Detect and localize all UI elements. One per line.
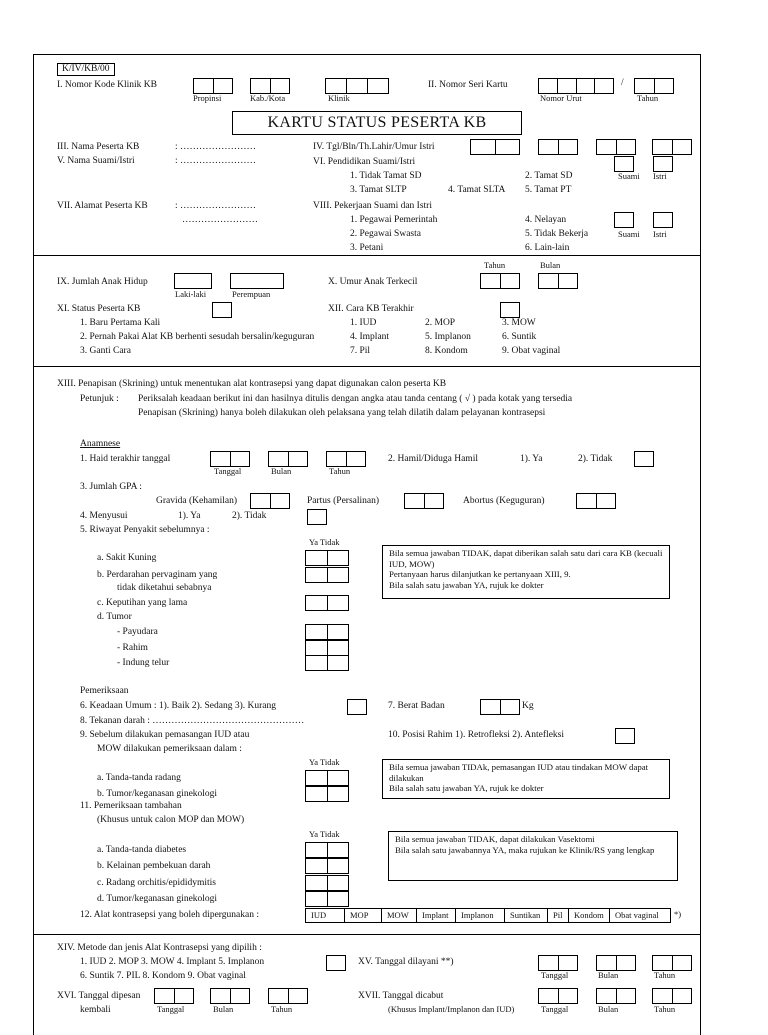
pend-suami-label: Suami bbox=[618, 171, 640, 181]
q5d-label: d. Tumor bbox=[97, 612, 132, 622]
q5a-yt[interactable] bbox=[305, 550, 349, 566]
q5d2-label: - Rahim bbox=[117, 643, 148, 653]
umur-anak-bulan-label: Bulan bbox=[540, 260, 561, 270]
metode-label: XIV. Metode dan jenis Alat Kontrasepsi yang dipilih : bbox=[57, 943, 262, 953]
umur-anak-tahun-label: Tahun bbox=[484, 260, 506, 270]
metode-opts-1: 1. IUD 2. MOP 3. MOW 4. Implant 5. Implanon bbox=[80, 957, 265, 967]
note3-a: Bila semua jawaban TIDAK, dapat dilakukan Vasektomi bbox=[395, 834, 595, 844]
propinsi-label: Propinsi bbox=[193, 93, 222, 103]
status-peserta-label: XI. Status Peserta KB bbox=[57, 304, 141, 314]
nama-peserta-label: III. Nama Peserta KB bbox=[57, 142, 140, 152]
cara-opt-6: 6. Suntik bbox=[502, 332, 537, 342]
note3-b: Bila salah satu jawabannya YA, maka rujukan ke Klinik/RS yang lengkap bbox=[395, 844, 655, 855]
q11a-yt[interactable] bbox=[305, 842, 349, 858]
note1-c: Bila salah satu jawaban YA, rujuk ke dokter bbox=[389, 579, 544, 590]
status-peserta-box[interactable] bbox=[212, 302, 232, 318]
dipesan-bulan-label: Bulan bbox=[213, 1004, 234, 1014]
q11d-label: d. Tumor/keganasan ginekologi bbox=[97, 894, 218, 904]
divider-3 bbox=[33, 934, 701, 935]
alat-implant[interactable]: Implant bbox=[417, 909, 456, 922]
q11a-label: a. Tanda-tanda diabetes bbox=[97, 845, 187, 855]
q5b-label: b. Perdarahan pervaginam yang bbox=[97, 570, 218, 580]
umur-anak-tahun-boxes[interactable] bbox=[480, 273, 520, 289]
bln-lahir-boxes[interactable] bbox=[538, 139, 578, 155]
keadaan-umum-label: 6. Keadaan Umum : 1). Baik 2). Sedang 3). Kurang bbox=[80, 701, 277, 711]
ya-tidak-header-2: Ya Tidak bbox=[309, 757, 340, 767]
dicabut-bulan-label: Bulan bbox=[598, 1004, 619, 1014]
propinsi-boxes[interactable] bbox=[193, 78, 233, 94]
alamat-field[interactable]: : …………………… bbox=[175, 201, 257, 211]
q9-label: 9. Sebelum dilakukan pemasangan IUD atau bbox=[80, 730, 250, 740]
q11-label-2: (Khusus untuk calon MOP dan MOW) bbox=[97, 815, 245, 825]
q9b-yt[interactable] bbox=[305, 786, 349, 802]
note-iud bbox=[382, 759, 670, 799]
klinik-code-label: I. Nomor Kode Klinik KB bbox=[57, 80, 158, 90]
divider-2 bbox=[33, 366, 701, 367]
th-lahir-boxes[interactable] bbox=[596, 139, 636, 155]
alamat-label: VII. Alamat Peserta KB bbox=[57, 201, 148, 211]
nama-suami-field[interactable]: : …………………… bbox=[175, 156, 257, 166]
metode-opts-2: 6. Suntik 7. PIL 8. Kondom 9. Obat vaginal bbox=[80, 971, 246, 981]
q9a-label: a. Tanda-tanda radang bbox=[97, 773, 181, 783]
tanggal-dipesan-label-2: kembali bbox=[80, 1005, 111, 1015]
dilayani-tanggal-label: Tanggal bbox=[541, 970, 569, 980]
dipesan-tanggal-label: Tanggal bbox=[157, 1004, 185, 1014]
menyusui-tidak: 2). Tidak bbox=[232, 511, 267, 521]
dilayani-tahun-label: Tahun bbox=[654, 970, 676, 980]
abortus-label: Abortus (Keguguran) bbox=[463, 496, 545, 506]
pendidikan-suami-box[interactable] bbox=[614, 156, 634, 172]
petunjuk-label: Petunjuk : bbox=[80, 394, 119, 404]
cara-kb-label: XII. Cara KB Terakhir bbox=[328, 304, 414, 314]
cara-opt-1: 1. IUD bbox=[350, 318, 377, 328]
menyusui-ya: 1). Ya bbox=[178, 511, 201, 521]
haid-tanggal-label: Tanggal bbox=[214, 466, 242, 476]
kerja-opt-3: 3. Petani bbox=[350, 243, 384, 253]
haid-tahun-label: Tahun bbox=[329, 466, 351, 476]
alat-suntikan[interactable]: Suntikan bbox=[505, 909, 548, 922]
q5d2-yt[interactable] bbox=[305, 640, 349, 656]
gravida-boxes[interactable] bbox=[250, 493, 290, 509]
dilayani-bulan-label: Bulan bbox=[598, 970, 619, 980]
pend-opt-5: 5. Tamat PT bbox=[525, 185, 572, 195]
dicabut-tanggal-boxes[interactable] bbox=[538, 988, 578, 1004]
cara-opt-8: 8. Kondom bbox=[425, 346, 468, 356]
dicabut-tahun-label: Tahun bbox=[654, 1004, 676, 1014]
dilayani-tahun-boxes[interactable] bbox=[652, 955, 692, 971]
menyusui-label: 4. Menyusui bbox=[80, 511, 128, 521]
q5a-label: a. Sakit Kuning bbox=[97, 553, 157, 563]
pendidikan-label: VI. Pendidikan Suami/Istri bbox=[313, 157, 416, 167]
seri-kartu-label: II. Nomor Seri Kartu bbox=[428, 80, 508, 90]
petunjuk-1: Periksalah keadaan berikut ini dan hasilnya ditulis dengan angka atau tanda centang ( √ ) pada kotak yang tersedia bbox=[138, 394, 573, 404]
klinik-label: Klinik bbox=[328, 93, 350, 103]
pemeriksaan-heading: Pemeriksaan bbox=[80, 686, 129, 696]
ya-tidak-header-1: Ya Tidak bbox=[309, 537, 340, 547]
tahun-seri-boxes[interactable] bbox=[634, 78, 674, 94]
haid-label: 1. Haid terakhir tanggal bbox=[80, 454, 171, 464]
penapisan-heading: XIII. Penapisan (Skrining) untuk menentukan alat kontrasepsi yang dapat digunakan calon peserta KB bbox=[57, 379, 447, 389]
note-riwayat bbox=[382, 545, 670, 599]
q5d3-label: - Indung telur bbox=[117, 658, 170, 668]
divider-1 bbox=[33, 255, 701, 256]
dicabut-tanggal-label: Tanggal bbox=[541, 1004, 569, 1014]
kerja-opt-5: 5. Tidak Bekerja bbox=[525, 229, 589, 239]
tanggal-dilayani-label: XV. Tanggal dilayani **) bbox=[358, 957, 454, 967]
ya-tidak-header-3: Ya Tidak bbox=[309, 829, 340, 839]
pend-opt-1: 1. Tidak Tamat SD bbox=[350, 171, 422, 181]
kg-label: Kg bbox=[522, 701, 534, 711]
q5c-label: c. Keputihan yang lama bbox=[97, 598, 188, 608]
menyusui-box[interactable] bbox=[307, 509, 327, 525]
q5d3-yt[interactable] bbox=[305, 655, 349, 671]
anak-perempuan-box[interactable] bbox=[230, 273, 284, 289]
berat-badan-boxes[interactable] bbox=[480, 699, 520, 715]
cara-opt-2: 2. MOP bbox=[425, 318, 456, 328]
posisi-rahim-box[interactable] bbox=[615, 728, 635, 744]
alat-mow[interactable]: MOW bbox=[382, 909, 417, 922]
keadaan-umum-box[interactable] bbox=[347, 699, 367, 715]
berat-badan-label: 7. Berat Badan bbox=[388, 701, 445, 711]
cara-kb-box[interactable] bbox=[500, 302, 520, 318]
abortus-boxes[interactable] bbox=[576, 493, 616, 509]
kerja-opt-4: 4. Nelayan bbox=[525, 215, 567, 225]
cara-opt-7: 7. Pil bbox=[350, 346, 371, 356]
alamat-field-2[interactable]: …………………… bbox=[182, 215, 258, 225]
klinik-boxes[interactable] bbox=[325, 78, 389, 94]
haid-bulan-label: Bulan bbox=[271, 466, 292, 476]
q9a-yt[interactable] bbox=[305, 770, 349, 786]
perempuan-label: Perempuan bbox=[232, 289, 271, 299]
umur-anak-label: X. Umur Anak Terkecil bbox=[328, 277, 418, 287]
petunjuk-2: Penapisan (Skrining) hanya boleh dilakukan oleh pelaksana yang telah dilatih dalam pelayanan kontrasepsi bbox=[138, 408, 546, 418]
q11-label: 11. Pemeriksaan tambahan bbox=[80, 801, 182, 811]
alat-implanon[interactable]: Implanon bbox=[456, 909, 505, 922]
pekerjaan-label: VIII. Pekerjaan Suami dan Istri bbox=[313, 201, 432, 211]
q11d-yt[interactable] bbox=[305, 891, 349, 907]
pend-opt-2: 2. Tamat SD bbox=[525, 171, 573, 181]
anamnese-heading: Anamnese bbox=[80, 439, 121, 449]
q9-label-2: MOW dilakukan pemeriksaan dalam : bbox=[97, 744, 242, 754]
q5d1-yt[interactable] bbox=[305, 624, 349, 640]
metode-box[interactable] bbox=[326, 955, 346, 971]
q9b-label: b. Tumor/keganasan ginekologi bbox=[97, 789, 218, 799]
tekanan-darah-label[interactable]: 8. Tekanan darah : ………………………………………… bbox=[80, 716, 305, 726]
slash: / bbox=[621, 78, 624, 88]
umur-anak-bulan-boxes[interactable] bbox=[538, 273, 578, 289]
alat-kontrasepsi-table bbox=[305, 908, 671, 923]
note-vasektomi bbox=[388, 831, 678, 881]
kerja-istri-label: Istri bbox=[653, 229, 667, 239]
q11b-label: b. Kelainan pembekuan darah bbox=[97, 861, 211, 871]
tanggal-dipesan-label: XVI. Tanggal dipesan bbox=[57, 991, 141, 1001]
status-opt-2: 2. Pernah Pakai Alat KB berhenti sesudah bersalin/keguguran bbox=[80, 332, 315, 342]
dipesan-tahun-label: Tahun bbox=[271, 1004, 293, 1014]
haid-tahun-boxes[interactable] bbox=[326, 451, 366, 467]
q11c-yt[interactable] bbox=[305, 875, 349, 891]
hamil-label: 2. Hamil/Diduga Hamil bbox=[388, 454, 478, 464]
cara-opt-4: 4. Implant bbox=[350, 332, 390, 342]
alat-obat-vaginal[interactable]: Obat vaginal bbox=[615, 910, 659, 920]
kerja-opt-2: 2. Pegawai Swasta bbox=[350, 229, 421, 239]
pekerjaan-istri-box[interactable] bbox=[653, 212, 673, 228]
nama-suami-label: V. Nama Suami/Istri bbox=[57, 156, 135, 166]
partus-boxes[interactable] bbox=[404, 493, 444, 509]
jumlah-anak-label: IX. Jumlah Anak Hidup bbox=[57, 277, 148, 287]
alat-iud[interactable]: IUD bbox=[306, 909, 345, 922]
q5d1-label: - Payudara bbox=[117, 627, 158, 637]
hamil-tidak: 2). Tidak bbox=[578, 454, 613, 464]
note1-a: Bila semua jawaban TIDAK, dapat diberikan salah satu dari cara KB (kecuali IUD, MOW) bbox=[389, 548, 663, 569]
tahun-seri-label: Tahun bbox=[637, 93, 659, 103]
haid-bulan-boxes[interactable] bbox=[268, 451, 308, 467]
nomor-urut-label: Nomor Urut bbox=[540, 93, 582, 103]
cara-opt-9: 9. Obat vaginal bbox=[502, 346, 561, 356]
kerja-opt-1: 1. Pegawai Pemerintah bbox=[350, 215, 438, 225]
posisi-rahim-label: 10. Posisi Rahim 1). Retrofleksi 2). Antefleksi bbox=[388, 730, 565, 740]
dipesan-bulan-boxes[interactable] bbox=[210, 988, 250, 1004]
form-code: K/IV/KB/00 bbox=[57, 63, 115, 76]
dilayani-tanggal-boxes[interactable] bbox=[538, 955, 578, 971]
tanggal-dicabut-label: XVII. Tanggal dicabut bbox=[358, 991, 444, 1001]
q5b-label-2: tidak diketahui sebabnya bbox=[117, 583, 212, 593]
alat-kondom[interactable]: Kondom bbox=[569, 909, 610, 922]
laki-label: Laki-laki bbox=[175, 289, 207, 299]
status-opt-3: 3. Ganti Cara bbox=[80, 346, 131, 356]
gpa-label: 3. Jumlah GPA : bbox=[80, 482, 142, 492]
kerja-opt-6: 6. Lain-lain bbox=[525, 243, 570, 253]
cara-opt-5: 5. Implanon bbox=[425, 332, 471, 342]
anak-laki-box[interactable] bbox=[174, 273, 212, 289]
kabkota-boxes[interactable] bbox=[250, 78, 290, 94]
tgl-lahir-boxes[interactable] bbox=[470, 139, 520, 155]
note2-a: Bila semua jawaban TIDAk, pemasangan IUD atau tindakan MOW dapat dilakukan bbox=[389, 762, 649, 783]
q11b-yt[interactable] bbox=[305, 858, 349, 874]
gravida-label: Gravida (Kehamilan) bbox=[156, 496, 237, 506]
pend-istri-label: Istri bbox=[653, 171, 667, 181]
status-opt-1: 1. Baru Pertama Kali bbox=[80, 318, 161, 328]
nomor-urut-boxes[interactable] bbox=[538, 78, 614, 94]
pekerjaan-suami-box[interactable] bbox=[614, 212, 634, 228]
alat-mop[interactable]: MOP bbox=[345, 909, 382, 922]
umur-boxes[interactable] bbox=[652, 139, 692, 155]
alat-footnote-mark: *) bbox=[674, 909, 682, 919]
alat-pil[interactable]: Pil bbox=[548, 909, 569, 922]
q5c-yt[interactable] bbox=[305, 595, 349, 611]
hamil-box[interactable] bbox=[634, 451, 654, 467]
pend-opt-4: 4. Tamat SLTA bbox=[448, 185, 506, 195]
tgl-lahir-label: IV. Tgl/Bln/Th.Lahir/Umur Istri bbox=[313, 142, 435, 152]
nama-peserta-field[interactable]: : …………………… bbox=[175, 142, 257, 152]
note1-b: Pertanyaan harus dilanjutkan ke pertanyaan XIII, 9. bbox=[389, 569, 571, 580]
dicabut-tahun-boxes[interactable] bbox=[652, 988, 692, 1004]
q12-label: 12. Alat kontrasepsi yang boleh dipergunakan : bbox=[80, 910, 259, 920]
kabkota-label: Kab./Kota bbox=[250, 93, 286, 103]
dipesan-tanggal-boxes[interactable] bbox=[154, 988, 194, 1004]
q11c-label: c. Radang orchitis/epididymitis bbox=[97, 878, 216, 888]
dipesan-tahun-boxes[interactable] bbox=[268, 988, 308, 1004]
q5b-yt[interactable] bbox=[305, 567, 349, 583]
note2-b: Bila salah satu jawaban YA, rujuk ke dokter bbox=[389, 783, 544, 794]
hamil-ya: 1). Ya bbox=[520, 454, 543, 464]
dicabut-bulan-boxes[interactable] bbox=[596, 988, 636, 1004]
kerja-suami-label: Suami bbox=[618, 229, 640, 239]
pend-opt-3: 3. Tamat SLTP bbox=[350, 185, 407, 195]
tanggal-dicabut-note: (Khusus Implant/Implanon dan IUD) bbox=[388, 1004, 515, 1014]
haid-tanggal-boxes[interactable] bbox=[210, 451, 250, 467]
dilayani-bulan-boxes[interactable] bbox=[596, 955, 636, 971]
pendidikan-istri-box[interactable] bbox=[653, 156, 673, 172]
partus-label: Partus (Persalinan) bbox=[307, 496, 380, 506]
riwayat-label: 5. Riwayat Penyakit sebelumnya : bbox=[80, 525, 210, 535]
cara-opt-3: 3. MOW bbox=[502, 318, 536, 328]
page-title: KARTU STATUS PESERTA KB bbox=[232, 111, 522, 135]
